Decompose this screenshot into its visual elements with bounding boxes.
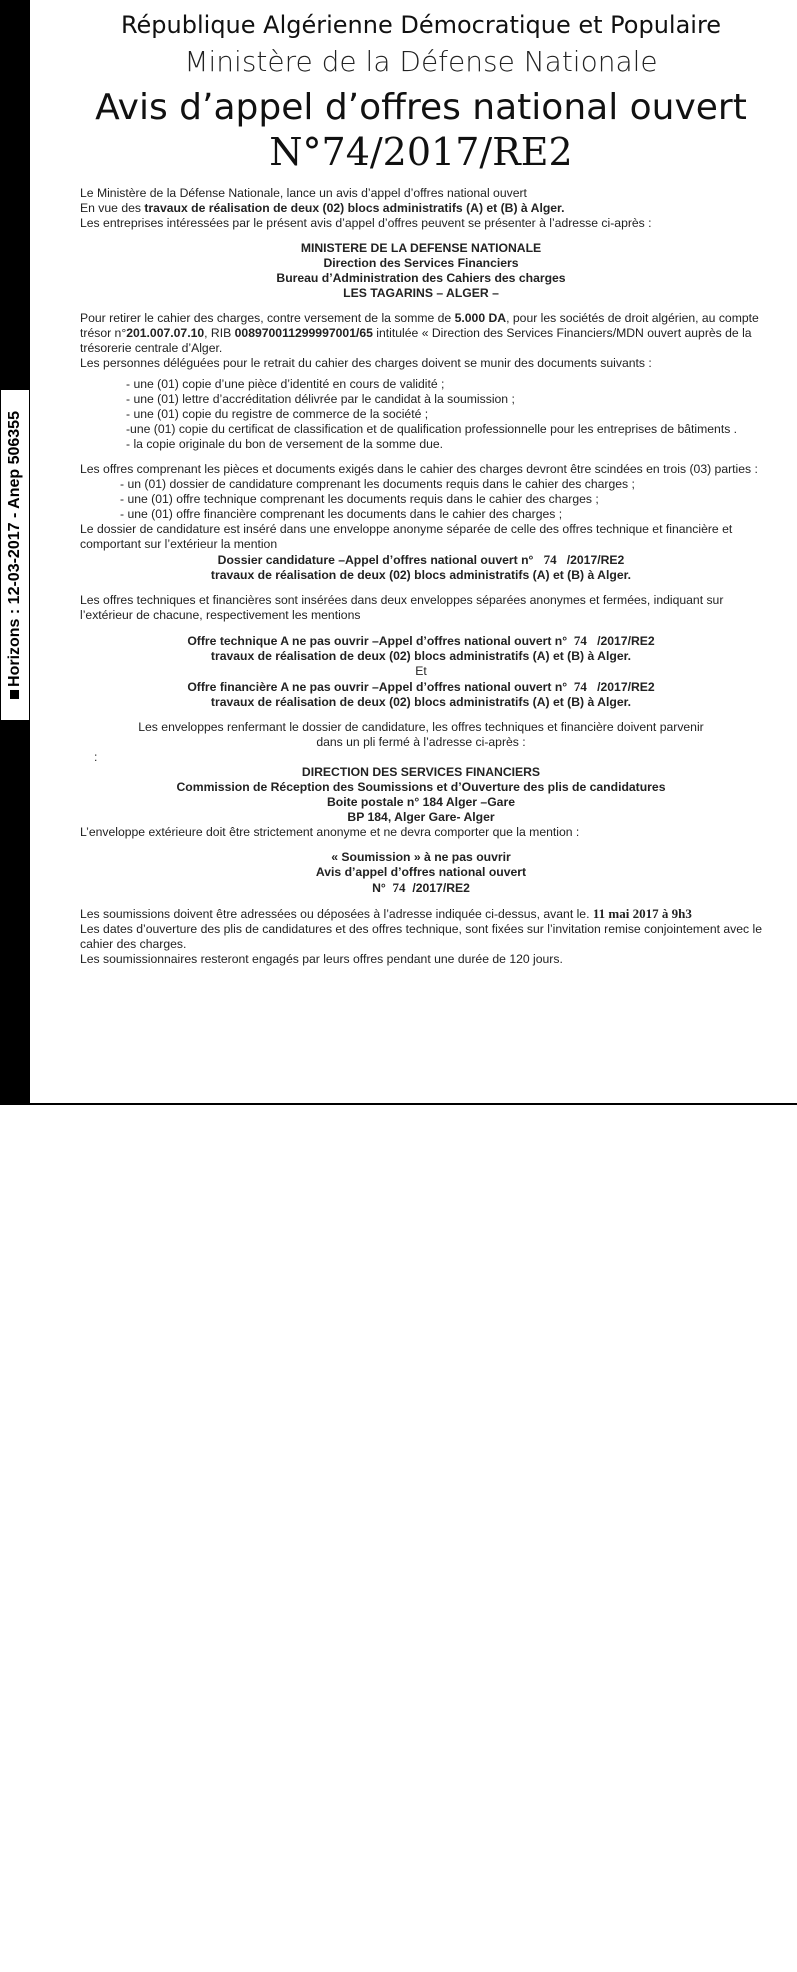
mention-text: /2017/RE2 (597, 680, 655, 694)
retrait-text: , RIB (204, 326, 235, 340)
mention-number: 74 (573, 679, 587, 694)
mention-number: 74 (392, 880, 406, 895)
notice-body (80, 186, 762, 967)
dossier-paragraph: Le dossier de candidature est inséré dans une enveloppe anonyme séparée de celle des offres technique et financière et comportant sur l’extérieur la mention (80, 522, 733, 551)
parvenir-line-2: dans un pli fermé à l’adresse ci-après : (316, 735, 526, 749)
list-item: - une (01) copie du registre de commerce de la société ; (126, 407, 429, 421)
intro-line-1: Le Ministère de la Défense Nationale, lance un avis d’appel d’offres national ouvert (80, 186, 527, 200)
et-separator: Et (415, 664, 427, 678)
document-content (80, 0, 762, 967)
closing-line-2: Les dates d’ouverture des plis de candidatures et des offres technique, sont fixées sur l’invitation remise conjointement avec le cahier des charges. (80, 922, 762, 951)
list-item: -une (01) copie du certificat de classification et de qualification professionnelle pour les entreprises de bâtiments . (126, 422, 738, 436)
mention-number: 74 (543, 552, 557, 567)
mention-text: N° (372, 881, 386, 895)
address-2-line: Commission de Réception des Soumissions et d’Ouverture des plis de candidatures (176, 780, 666, 794)
offre-technique-mention (80, 633, 762, 649)
mention-text: /2017/RE2 (597, 634, 655, 648)
sidebar-strip (0, 0, 30, 1103)
address-block-2 (80, 765, 762, 825)
list-item: - la copie originale du bon de versement de la somme due. (126, 437, 444, 451)
address-2-line: DIRECTION DES SERVICES FINANCIERS (301, 765, 541, 779)
notice-number: N°74/2017/RE2 (269, 130, 573, 174)
soumission-number-line (80, 880, 762, 896)
offre-financiere-work: travaux de réalisation de deux (02) blocs administratifs (A) et (B) à Alger. (210, 695, 632, 709)
parvenir-line-1: Les enveloppes renfermant le dossier de candidature, les offres techniques et financière doivent parvenir (138, 720, 704, 734)
address-block-1 (80, 241, 762, 301)
closing-line-1 (80, 906, 762, 922)
address-2-line: BP 184, Alger Gare- Alger (347, 810, 495, 824)
mention-text: Offre financière A ne pas ouvrir –Appel d’offres national ouvert n° (187, 680, 568, 694)
offre-technique-work: travaux de réalisation de deux (02) blocs administratifs (A) et (B) à Alger. (210, 649, 632, 663)
mention-text: /2017/RE2 (566, 553, 625, 567)
documents-list (126, 377, 762, 452)
exterieure-paragraph: L’enveloppe extérieure doit être strictement anonyme et ne devra comporter que la mention : (80, 825, 580, 839)
address-1-line: Direction des Services Financiers (323, 256, 519, 270)
square-bullet-icon (10, 690, 19, 699)
sidebar-label-text: Horizons : 12-03-2017 - Anep 506355 (6, 411, 23, 687)
stray-colon: : (94, 750, 98, 764)
offres-parts-list (120, 477, 762, 522)
retrait-text: intitulée « Direction des Services Financiers/MDN ouvert auprès de la trésorerie centrale d’Alger. (80, 326, 752, 355)
mention-text: /2017/RE2 (412, 881, 470, 895)
intro-line-2 (80, 201, 762, 216)
list-item: - un (01) dossier de candidature comprenant les documents requis dans le cahier des charges ; (120, 477, 635, 491)
soumission-line: « Soumission » à ne pas ouvrir (331, 850, 511, 864)
intro-line-2-bold: travaux de réalisation de deux (02) blocs administratifs (A) et (B) à Alger. (144, 201, 565, 215)
sidebar-label (6, 411, 24, 699)
country-heading: République Algérienne Démocratique et Populaire (120, 11, 722, 39)
sidebar-label-box (1, 390, 29, 720)
retrait-rib: 008970011299997001/65 (234, 326, 373, 340)
address-1-line: Bureau d’Administration des Cahiers des charges (276, 271, 566, 285)
closing-date: 11 mai 2017 à 9h3 (592, 906, 692, 921)
retrait-text: , pour les sociétés de droit algérien, au compte trésor n° (80, 311, 759, 340)
offres-intro: Les offres comprenant les pièces et documents exigés dans le cahier des charges devront être scindées en trois (03) parties : (80, 462, 758, 476)
closing-line-3: Les soumissionnaires resteront engagés par leurs offres pendant une durée de 120 jours. (80, 952, 563, 966)
list-item: - une (01) copie d’une pièce d’identité en cours de validité ; (126, 377, 445, 391)
list-item: - une (01) offre technique comprenant les documents requis dans le cahier des charges ; (120, 492, 599, 506)
list-item: - une (01) offre financière comprenant les documents dans le cahier des charges ; (120, 507, 563, 521)
address-2-line: Boite postale n° 184 Alger –Gare (327, 795, 515, 809)
retrait-documents-intro: Les personnes déléguées pour le retrait du cahier des charges doivent se munir des documents suivants : (80, 356, 652, 370)
notice-title: Avis d’appel d’offres national ouvert (95, 87, 747, 128)
soumission-mention (80, 850, 762, 896)
mention-text: Offre technique A ne pas ouvrir –Appel d’offres national ouvert n° (187, 634, 568, 648)
retrait-paragraph (80, 311, 762, 356)
enveloppes-paragraph: Les offres techniques et financières sont insérées dans deux enveloppes séparées anonymes et fermées, indiquant sur l’extérieur de chacune, respectivement les mentions (80, 593, 724, 622)
address-1-line: MINISTERE DE LA DEFENSE NATIONALE (300, 241, 542, 255)
retrait-amount: 5.000 DA (454, 311, 507, 325)
dossier-mention (80, 552, 762, 568)
soumission-line: Avis d’appel d’offres national ouvert (315, 865, 527, 879)
mention-number: 74 (573, 633, 587, 648)
address-1-line: LES TAGARINS – ALGER – (343, 286, 499, 300)
intro-line-3: Les entreprises intéressées par le présent avis d’appel d’offres peuvent se présenter à l’adresse ci-après : (80, 216, 652, 230)
list-item: - une (01) lettre d’accréditation délivrée par le candidat à la soumission ; (126, 392, 515, 406)
ministry-heading: Ministère de la Défense Nationale (184, 45, 658, 78)
retrait-text: Pour retirer le cahier des charges, contre versement de la somme de (80, 311, 455, 325)
retrait-account: 201.007.07.10 (126, 326, 205, 340)
offre-financiere-mention (80, 679, 762, 695)
mention-text: Dossier candidature –Appel d’offres national ouvert n° (217, 553, 534, 567)
intro-line-2-prefix: En vue des (80, 201, 145, 215)
closing-text: Les soumissions doivent être adressées ou déposées à l’adresse indiquée ci-dessus, avant le. (80, 907, 590, 921)
dossier-work: travaux de réalisation de deux (02) blocs administratifs (A) et (B) à Alger. (210, 568, 632, 582)
